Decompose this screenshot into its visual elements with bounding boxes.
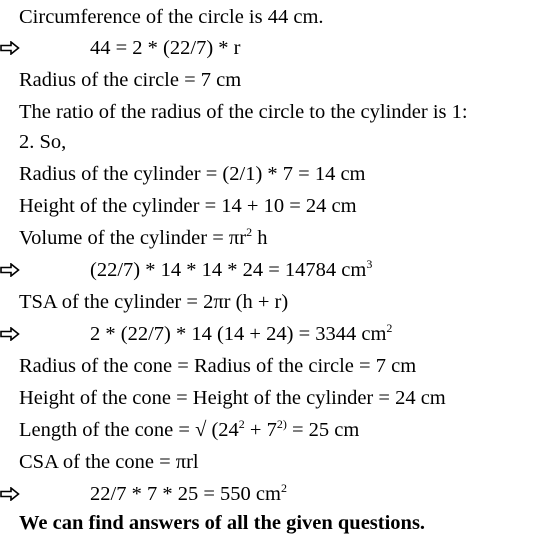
text-line-12: Radius of the cone = Radius of the circle = 7 cm — [19, 355, 417, 377]
implication-line-2 — [0, 258, 552, 282]
volume-exponent: 2 — [246, 225, 253, 239]
implies-arrow-icon — [0, 258, 22, 282]
text-line-15: CSA of the cone = πrl — [19, 451, 199, 473]
text-line-4: The ratio of the radius of the circle to the cylinder is 1: — [19, 101, 468, 123]
conclusion-line: We can find answers of all the given questions. — [19, 512, 426, 534]
length-formula-tail: = 25 cm — [286, 419, 360, 441]
volume-calc-text: (22/7) * 14 * 14 * 24 = 14784 cm — [90, 259, 367, 281]
length-exponent-2: 2) — [276, 417, 287, 431]
equation-text-1: 44 = 2 * (22/7) * r — [90, 37, 241, 59]
tsa-calc-text: 2 * (22/7) * 14 (14 + 24) = 3344 cm — [90, 323, 387, 345]
implication-line-4 — [0, 482, 552, 506]
implies-arrow-icon — [0, 36, 22, 60]
text-line-10: TSA of the cylinder = 2πr (h + r) — [19, 291, 289, 313]
equation-text-2 — [90, 258, 372, 282]
text-line-3: Radius of the circle = 7 cm — [19, 69, 242, 91]
equation-text-3 — [90, 322, 392, 346]
csa-calc-text: 22/7 * 7 * 25 = 550 cm — [90, 483, 281, 505]
text-line-1: Circumference of the circle is 44 cm. — [19, 6, 324, 28]
text-line-14 — [19, 418, 359, 442]
text-line-13: Height of the cone = Height of the cylinder = 24 cm — [19, 387, 446, 409]
text-line-6: Radius of the cylinder = (2/1) * 7 = 14 cm — [19, 163, 366, 185]
length-formula-text: Length of the cone = √ (24 — [19, 419, 239, 441]
length-formula-mid: + 7 — [244, 419, 277, 441]
text-line-7: Height of the cylinder = 14 + 10 = 24 cm — [19, 195, 357, 217]
tsa-calc-exponent: 2 — [386, 321, 393, 335]
volume-calc-exponent: 3 — [366, 257, 373, 271]
implies-arrow-icon — [0, 322, 22, 346]
text-line-8 — [19, 226, 267, 250]
implies-arrow-icon — [0, 482, 22, 506]
text-line-5: 2. So, — [19, 131, 67, 153]
csa-calc-exponent: 2 — [280, 481, 287, 495]
implication-line-3 — [0, 322, 552, 346]
length-exponent-1: 2 — [238, 417, 245, 431]
volume-formula-text: Volume of the cylinder = πr — [19, 227, 247, 249]
volume-formula-tail: h — [252, 227, 268, 249]
implication-line-1 — [0, 36, 552, 60]
equation-text-4 — [90, 482, 287, 506]
